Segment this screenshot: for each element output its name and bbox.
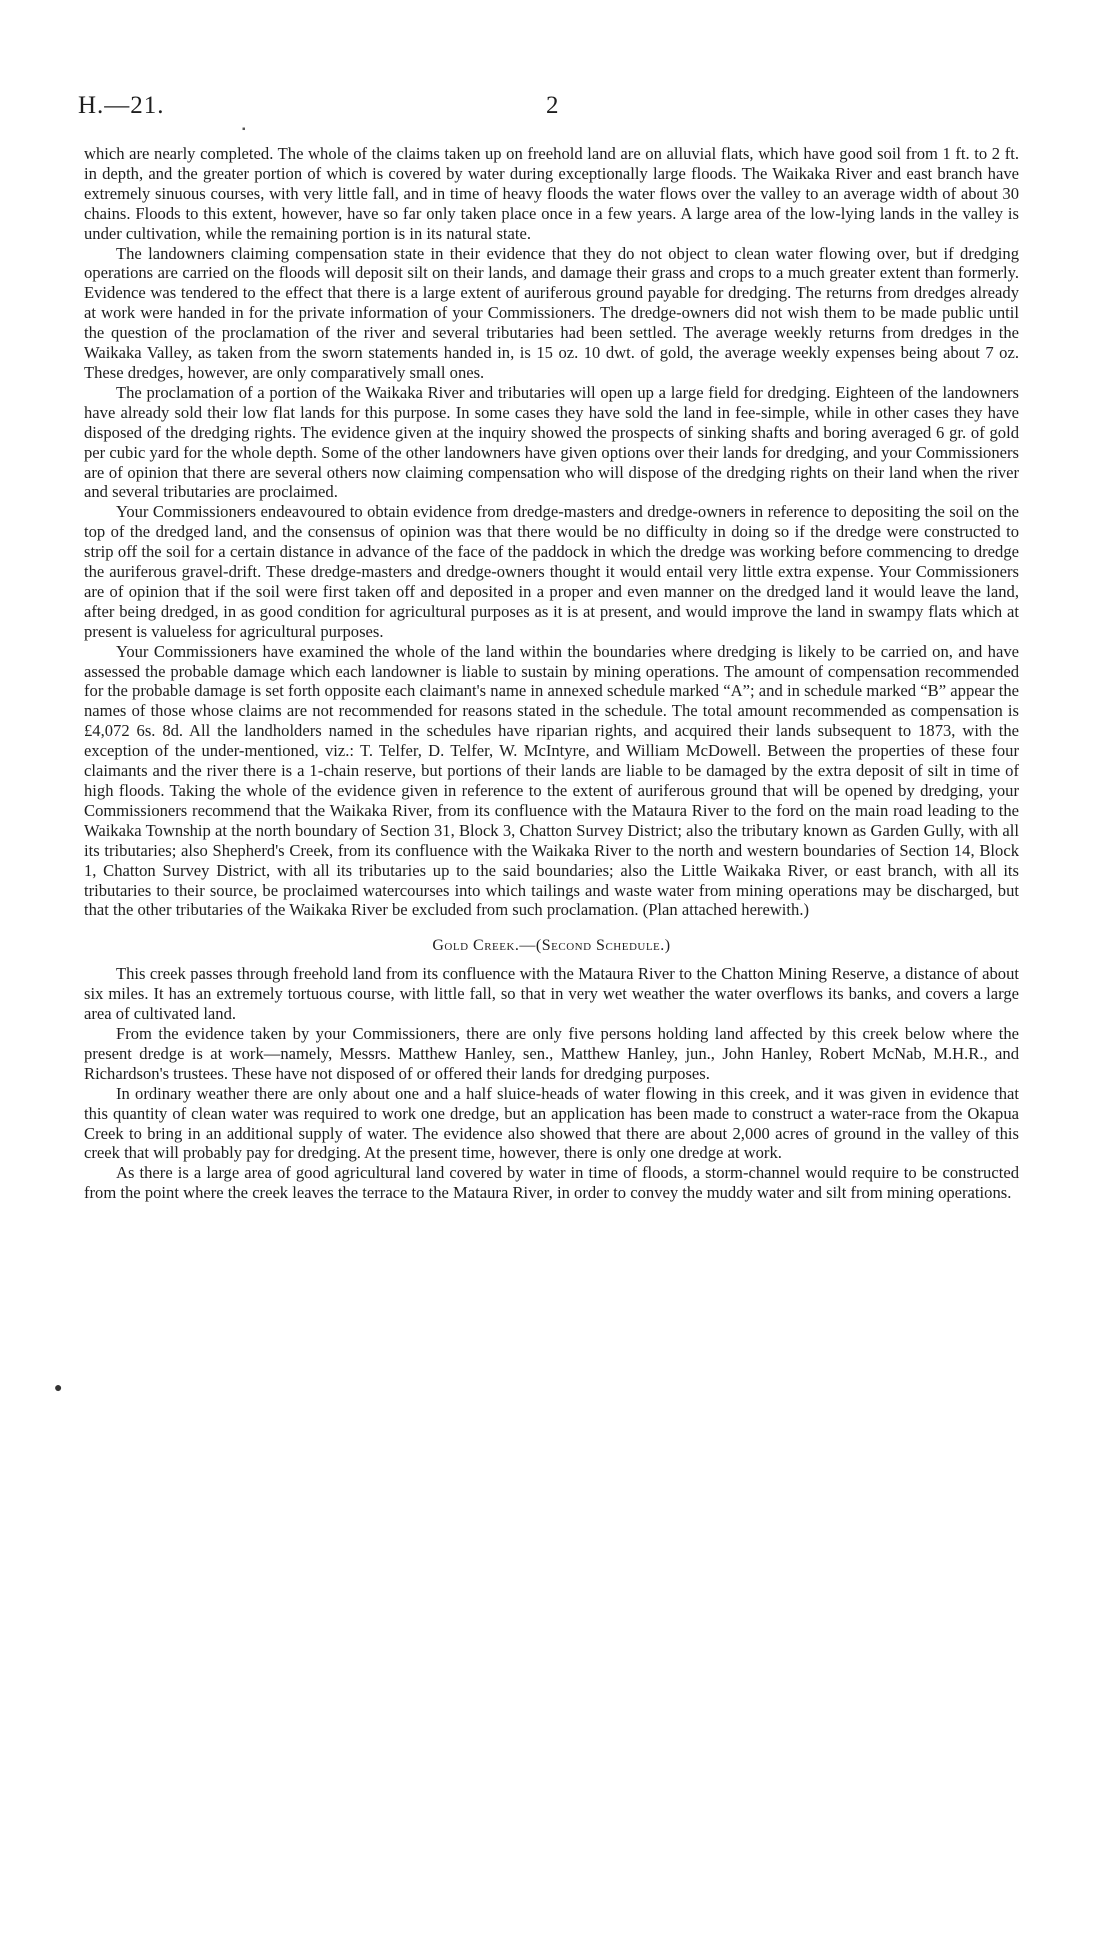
paragraph-gold-creek-course: This creek passes through freehold land from its confluence with the Mataura River to the Chatton Mining Reserve, a distance of about six miles. It has an extremely tortuous course, with little fall, so that in very wet weather the water overflows its banks, and covers a large area of cultivated land. — [84, 964, 1019, 1024]
paragraph-compensation: Your Commissioners have examined the whole of the land within the boundaries where dredging is likely to be carried on, and have assessed the probable damage which each landowner is liable to sustain by mining operations. The amount of compensation recommended for the probable damage is set forth opposite each claimant's name in annexed schedule marked “A”; and in schedule marked “B” appear the names of those whose claims are not recommended for reasons stated in the schedule. The total amount recommended as compensation is £4,072 6s. 8d. All the landholders named in the schedules have riparian rights, and acquired their lands subsequent to 1873, with the exception of the under-mentioned, viz.: T. Telfer, D. Telfer, W. McIntyre, and William McDowell. Between the properties of these four claimants and the river there is a 1-chain reserve, but portions of their lands are liable to be damaged by the extra deposit of silt in time of high floods. Taking the whole of the evidence given in reference to the extent of auriferous ground that will be opened by dredging, your Commissioners recommend that the Waikaka River, from its confluence with the Mataura River to the ford on the main road leading to the Waikaka Township at the north boundary of Section 31, Block 3, Chatton Survey District; also the tributary known as Garden Gully, with all its tributaries; also Shepherd's Creek, from its confluence with the Waikaka River to the north and western boundaries of Section 14, Block 1, Chatton Survey District, with all its tributaries up to the said boundaries; also the Little Waikaka River, or east branch, with all its tributaries to their source, be proclaimed watercourses into which tailings and waste water from mining operations may be discharged, but that the other tributaries of the Waikaka River be excluded from such proclamation. (Plan attached herewith.) — [84, 641, 1019, 920]
page-header — [78, 92, 1038, 132]
body-text — [84, 144, 1019, 1203]
paragraph-soil-deposit: Your Commissioners endeavoured to obtain evidence from dredge-masters and dredge-owners in reference to depositing the soil on the top of the dredged land, and the consensus of opinion was that there would be no difficulty in doing so if the dredge were constructed to strip off the soil for a certain distance in advance of the face of the paddock in which the dredge was working before commencing to dredge the auriferous gravel-drift. These dredge-masters and dredge-owners thought it would entail very little extra expense. Your Commissioners are of opinion that if the soil were first taken off and deposited in a proper and even manner on the dredged land it would leave the land, after being dredged, in as good condition for agricultural purposes as it is at present, and would improve the land in swampy flats which at present is valueless for agricultural purposes. — [84, 502, 1019, 641]
margin-bullet-mark: ● — [54, 1381, 63, 1396]
paragraph-continuation: which are nearly completed. The whole of the claims taken up on freehold land are on alluvial flats, which have good soil from 1 ft. to 2 ft. in depth, and the greater portion of which is covered by water during exceptionally large floods. The Waikaka River and east branch have extremely sinuous courses, with very little fall, and in time of heavy floods the water flows over the valley to an average width of about 30 chains. Floods to this extent, however, have so far only taken place once in a few years. A large area of the low-lying lands in the valley is under cultivation, while the remaining portion is in its natural state. — [84, 144, 1019, 243]
paragraph-landowner-evidence: The landowners claiming compensation state in their evidence that they do not object to clean water flowing over, but if dredging operations are carried on the floods will deposit silt on their lands, and damage their grass and crops to a much greater extent than formerly. Evidence was tendered to the effect that there is a large extent of auriferous ground payable for dredging. The returns from dredges already at work were handed in for the private information of your Commissioners. The dredge-owners did not wish them to be made public until the question of the proclamation of the river and several tributaries had been settled. The average weekly returns from dredges in the Waikaka Valley, as taken from the sworn statements handed in, is 15 oz. 10 dwt. of gold, the average weekly expenses being about 7 oz. These dredges, however, are only comparatively small ones. — [84, 243, 1019, 382]
paragraph-proclamation: The proclamation of a portion of the Waikaka River and tributaries will open up a large field for dredging. Eighteen of the landowners have already sold their low flat lands for this purpose. In some cases they have sold the land in fee-simple, while in other cases they have disposed of the dredging rights. The evidence given at the inquiry showed the prospects of sinking shafts and boring averaged 6 gr. of gold per cubic yard for the whole depth. Some of the other landowners have given options over their lands for dredging, and your Commissioners are of opinion that there are several others now claiming compensation who will dispose of the dredging rights on their land when the river and several tributaries are proclaimed. — [84, 382, 1019, 502]
page-number: 2 — [546, 92, 559, 119]
stray-print-mark: ▪ — [242, 124, 246, 135]
paragraph-gold-creek-storm-channel: As there is a large area of good agricultural land covered by water in time of floods, a storm-channel would require to be constructed from the point where the creek leaves the terrace to the Mataura River, in order to convey the muddy water and silt from mining operations. — [84, 1163, 1019, 1203]
section-heading-gold-creek: Gold Creek.—(Second Schedule.) — [432, 937, 671, 955]
paragraph-gold-creek-landholders: From the evidence taken by your Commissioners, there are only five persons holding land affected by this creek below where the present dredge is at work—namely, Messrs. Matthew Hanley, sen., Matthew Hanley, jun., John Hanley, Robert McNab, M.H.R., and Richardson's trustees. These have not disposed of or offered their lands for dredging purposes. — [84, 1023, 1019, 1083]
paragraph-gold-creek-water: In ordinary weather there are only about one and a half sluice-heads of water flowing in this creek, and it was given in evidence that this quantity of clean water was required to work one dredge, but an application has been made to construct a water-race from the Okapua Creek to bring in an additional supply of water. The evidence also showed that there are about 2,000 acres of ground in the valley of this creek that will probably pay for dredging. At the present time, however, there is only one dredge at work. — [84, 1083, 1019, 1163]
document-reference: H.—21. — [78, 92, 165, 119]
